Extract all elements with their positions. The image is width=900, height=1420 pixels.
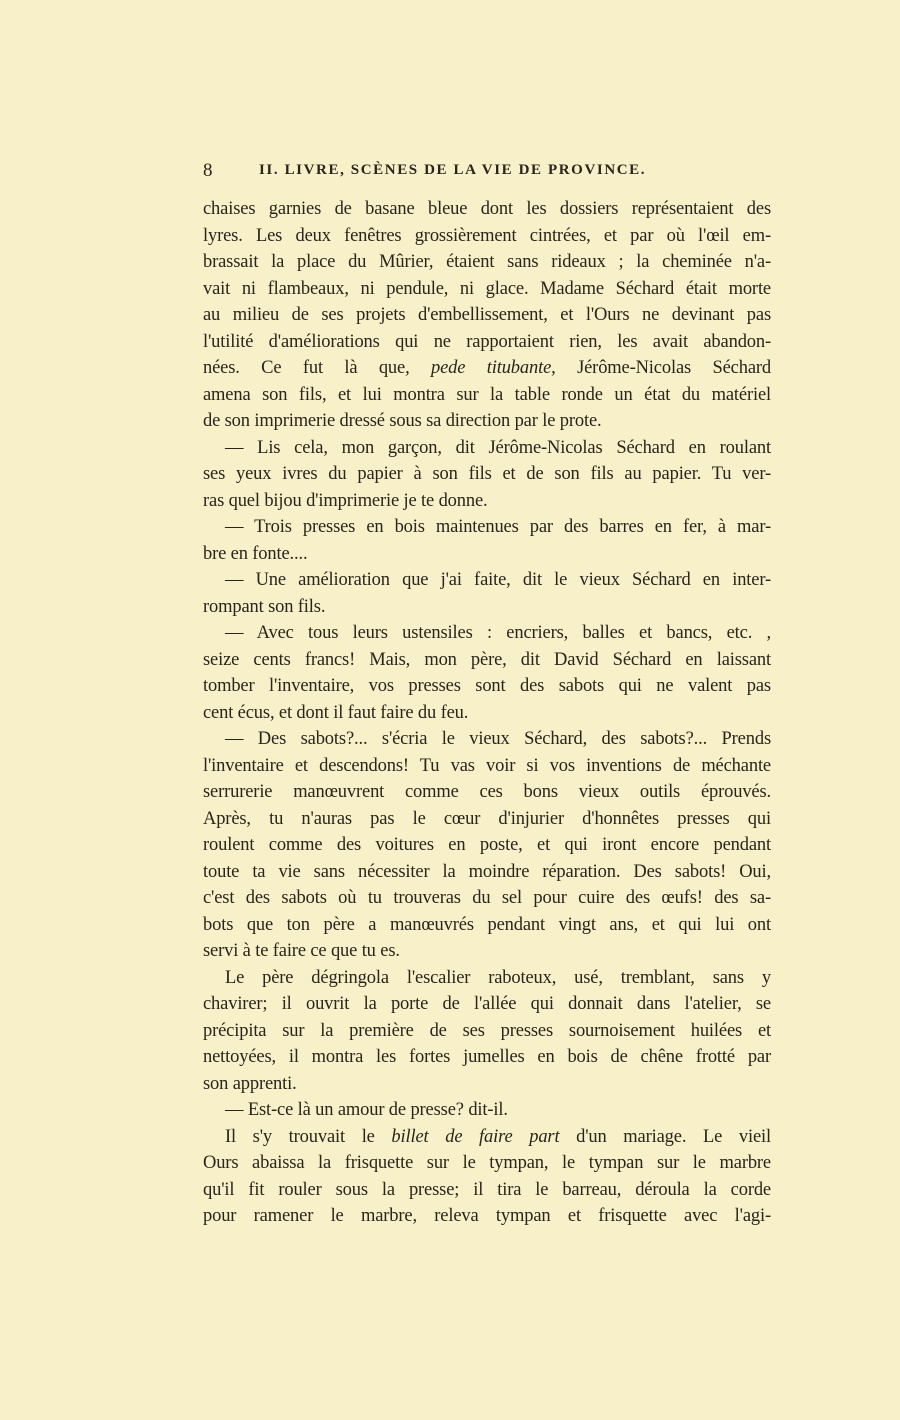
text-line: chavirer; il ouvrit la porte de l'allée qui donnait dans l'atelier, se bbox=[203, 994, 771, 1014]
page-number: 8 bbox=[203, 160, 213, 181]
text-segment: d'un mariage. Le vieil bbox=[559, 1126, 771, 1147]
text-line: brassait la place du Mûrier, étaient sans rideaux ; la cheminée n'a- bbox=[203, 252, 771, 272]
paragraph bbox=[203, 435, 771, 515]
text-line: l'inventaire et descendons! Tu vas voir si vos inventions de méchante bbox=[203, 755, 771, 776]
text-line: — Lis cela, mon garçon, dit Jérôme-Nicolas Séchard en roulant bbox=[225, 437, 771, 458]
paragraph bbox=[203, 567, 771, 620]
paragraph bbox=[203, 965, 771, 1098]
text-line: pour ramener le marbre, releva tympan et frisquette avec l'agi- bbox=[203, 1206, 771, 1226]
text-line: au milieu de ses projets d'embellissement, et l'Ours ne devinant pas bbox=[203, 305, 771, 325]
text-line: Ours abaissa la frisquette sur le tympan, le tympan sur le marbre bbox=[203, 1153, 771, 1173]
italic-phrase: pede titubante bbox=[431, 358, 552, 378]
text-line: roulent comme des voitures en poste, et qui iront encore pendant bbox=[203, 835, 771, 855]
paragraph bbox=[203, 726, 771, 965]
text-line: ras quel bijou d'imprimerie je te donne. bbox=[203, 490, 488, 511]
text-line: précipita sur la première de ses presses sournoisement huilées et bbox=[203, 1020, 771, 1041]
text-line: vait ni flambeaux, ni pendule, ni glace. Madame Séchard était morte bbox=[203, 278, 771, 299]
text-line: de son imprimerie dressé sous sa direction par le prote. bbox=[203, 411, 602, 431]
text-line: rompant son fils. bbox=[203, 596, 326, 617]
text-line: — Une amélioration que j'ai faite, dit le vieux Séchard en inter- bbox=[225, 570, 771, 590]
text-line bbox=[203, 355, 771, 382]
text-segment: nées. Ce fut là que, bbox=[203, 358, 431, 378]
text-line: l'utilité d'améliorations qui ne rapportaient rien, les avait abandon- bbox=[203, 331, 771, 352]
text-line: — Est-ce là un amour de presse? dit-il. bbox=[225, 1100, 508, 1120]
text-line: servi à te faire ce que tu es. bbox=[203, 941, 400, 961]
italic-phrase: billet de faire part bbox=[391, 1126, 560, 1147]
text-line: tomber l'inventaire, vos presses sont des sabots qui ne valent pas bbox=[203, 676, 771, 696]
paragraph bbox=[203, 1124, 771, 1230]
text-line: qu'il fit rouler sous la presse; il tira le barreau, déroula la corde bbox=[203, 1179, 771, 1200]
paragraph bbox=[203, 620, 771, 726]
paragraph bbox=[203, 514, 771, 567]
page-body-text bbox=[203, 196, 771, 1230]
paragraph bbox=[203, 196, 771, 435]
text-line: nettoyées, il montra les fortes jumelles en bois de chêne frotté par bbox=[203, 1047, 771, 1067]
text-segment: , Jérôme-Nicolas Séchard bbox=[551, 358, 772, 378]
text-line: serrurerie manœuvrent comme ces bons vieux outils éprouvés. bbox=[203, 782, 771, 802]
text-line: seize cents francs! Mais, mon père, dit David Séchard en laissant bbox=[203, 649, 771, 670]
text-line: ses yeux ivres du papier à son fils et de son fils au papier. Tu ver- bbox=[203, 464, 771, 484]
text-line: bre en fonte.... bbox=[203, 543, 308, 564]
text-line: Le père dégringola l'escalier raboteux, usé, tremblant, sans y bbox=[225, 967, 771, 988]
text-line: c'est des sabots où tu trouveras du sel pour cuire des œufs! des sa- bbox=[203, 888, 771, 908]
text-line: son apprenti. bbox=[203, 1073, 297, 1094]
text-line: toute ta vie sans nécessiter la moindre réparation. Des sabots! Oui, bbox=[203, 861, 771, 882]
text-line: chaises garnies de basane bleue dont les dossiers représentaient des bbox=[203, 199, 771, 219]
text-line: bots que ton père a manœuvrés pendant vingt ans, et qui lui ont bbox=[203, 914, 771, 935]
text-line: cent écus, et dont il faut faire du feu. bbox=[203, 702, 469, 723]
page-header bbox=[203, 160, 771, 186]
text-line: — Avec tous leurs ustensiles : encriers, balles et bancs, etc. , bbox=[225, 623, 771, 643]
text-line bbox=[203, 1124, 771, 1151]
paragraph bbox=[203, 1097, 771, 1124]
text-segment: Il s'y trouvait le bbox=[225, 1126, 392, 1147]
running-title: II. LIVRE, SCÈNES DE LA VIE DE PROVINCE. bbox=[259, 162, 647, 178]
text-line: Après, tu n'auras pas le cœur d'injurier d'honnêtes presses qui bbox=[203, 808, 771, 829]
text-line: amena son fils, et lui montra sur la table ronde un état du matériel bbox=[203, 384, 771, 405]
text-line: lyres. Les deux fenêtres grossièrement cintrées, et par où l'œil em- bbox=[203, 225, 771, 246]
text-line: — Trois presses en bois maintenues par des barres en fer, à mar- bbox=[225, 517, 771, 537]
text-line: — Des sabots?... s'écria le vieux Séchard, des sabots?... Prends bbox=[225, 729, 771, 749]
